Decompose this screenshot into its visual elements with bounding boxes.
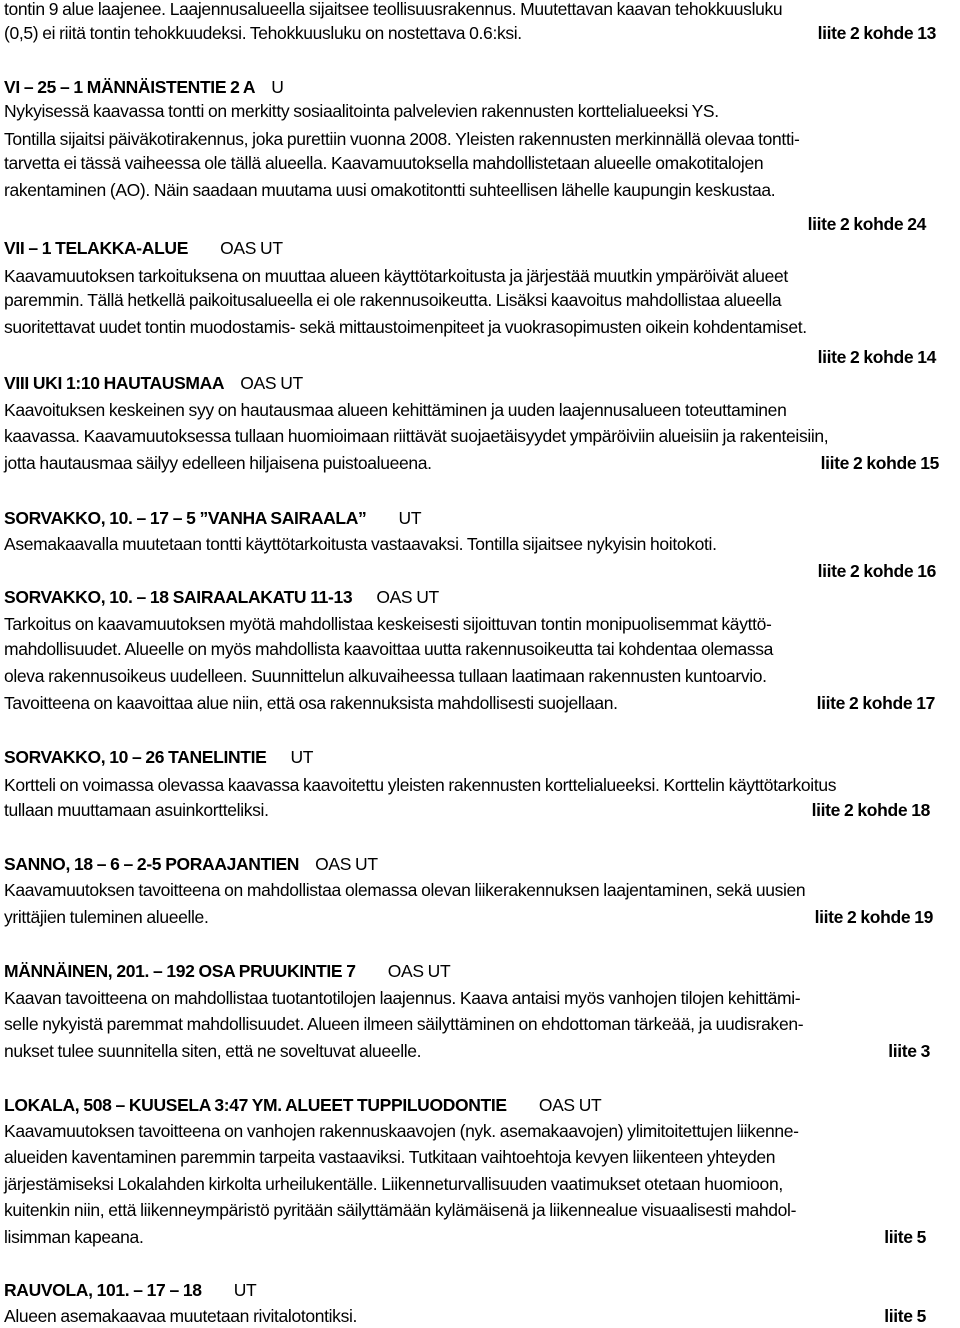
attachment-reference: liite 2 kohde 17	[816, 693, 935, 713]
paragraph-line: Kaavamuutoksen tavoitteena on mahdollistaa olemassa olevan liikerakennuksen laajentaminen, sekä uusien	[4, 880, 806, 900]
section-heading: SORVAKKO, 10. – 18 SAIRAALAKATU 11-13 OAS UT	[4, 587, 439, 607]
section-heading: SORVAKKO, 10 – 26 TANELINTIE UT	[4, 747, 314, 767]
paragraph-line: suoritettavat uudet tontin muodostamis- sekä mittaustoimenpiteet ja vuokrasopimusten oikein kohdentamiset.	[4, 317, 807, 337]
paragraph-line: rakentaminen (AO). Näin saadaan muutama uusi omakotitontti suhteellisen lähelle kaupungin keskustaa.	[4, 180, 776, 200]
paragraph-line: oleva rakennusoikeus uudelleen. Suunnittelun alkuvaiheessa tullaan laatimaan rakennusten kuntoarvio.	[4, 666, 767, 686]
paragraph-line: jotta hautausmaa säilyy edelleen hiljaisena puistoalueena.	[4, 453, 432, 473]
section-heading: LOKALA, 508 – KUUSELA 3:47 YM. ALUEET TUPPILUODONTIE OAS UT	[4, 1095, 602, 1115]
paragraph-line: kaavassa. Kaavamuutoksessa tullaan huomioimaan riittävät suojaetäisyydet ympäröiviin alueisiin ja rakenteisiin,	[4, 426, 829, 446]
paragraph-line: lisimman kapeana.	[4, 1227, 144, 1247]
paragraph-line: yrittäjien tuleminen alueelle.	[4, 907, 209, 927]
paragraph-line: Kaavamuutoksen tarkoituksena on muuttaa alueen käyttötarkoitusta ja järjestää muutkin ympäröivät alueet	[4, 266, 788, 286]
section-heading: VII – 1 TELAKKA-ALUE OAS UT	[4, 238, 283, 258]
attachment-reference: liite 5	[884, 1306, 926, 1326]
paragraph-line: Kortteli on voimassa olevassa kaavassa kaavoitettu yleisten rakennusten korttelialueeksi. Korttelin käyttötarkoitus	[4, 775, 837, 795]
attachment-reference: liite 2 kohde 24	[807, 214, 926, 234]
paragraph-line: Kaavoituksen keskeinen syy on hautausmaa alueen kehittäminen ja uuden laajennusalueen toteuttaminen	[4, 400, 787, 420]
section-heading: MÄNNÄINEN, 201. – 192 OSA PRUUKINTIE 7 OAS UT	[4, 961, 451, 981]
attachment-reference: liite 5	[884, 1227, 926, 1247]
paragraph-line: mahdollisuudet. Alueelle on myös mahdollista kaavoittaa uutta rakennusoikeutta tai kohdentaa olemassa	[4, 639, 774, 659]
attachment-reference: liite 2 kohde 18	[811, 800, 930, 820]
paragraph-line: alueiden kaventaminen paremmin tarpeita vastaaviksi. Tutkitaan vaihtoehtoja kevyen liikenteen yhteyden	[4, 1147, 776, 1167]
attachment-reference: liite 2 kohde 13	[817, 23, 936, 43]
paragraph-line: tullaan muuttamaan asuinkortteliksi.	[4, 800, 269, 820]
section-heading: RAUVOLA, 101. – 17 – 18 UT	[4, 1280, 257, 1300]
section-heading: SANNO, 18 – 6 – 2-5 PORAAJANTIEN OAS UT	[4, 854, 378, 874]
attachment-reference: liite 2 kohde 19	[814, 907, 933, 927]
paragraph-line: tontin 9 alue laajenee. Laajennusalueella sijaitsee teollisuusrakennus. Muutettavan kaavan tehokkuusluku	[4, 0, 783, 19]
paragraph-line: Tarkoitus on kaavamuutoksen myötä mahdollistaa keskeisesti sijoittuvan tontin monipuolisemmat käyttö-	[4, 614, 772, 634]
paragraph-line: (0,5) ei riitä tontin tehokkuudeksi. Tehokkuusluku on nostettava 0.6:ksi.	[4, 23, 522, 43]
attachment-reference: liite 2 kohde 14	[817, 347, 936, 367]
paragraph-line: Kaavan tavoitteena on mahdollistaa tuotantotilojen laajennus. Kaava antaisi myös vanhojen tilojen kehittämi-	[4, 988, 801, 1008]
paragraph-line: kuitenkin niin, että liikenneympäristö pyritään säilyttämään kylämäisenä ja liikennealue visuaalisesti mahdol-	[4, 1200, 797, 1220]
paragraph-line: tarvetta ei tässä vaiheessa ole tällä alueella. Kaavamuutoksella mahdollistetaan alueelle omakotitalojen	[4, 153, 764, 173]
attachment-reference: liite 2 kohde 16	[817, 561, 936, 581]
paragraph-line: Alueen asemakaavaa muutetaan rivitalotontiksi.	[4, 1306, 358, 1326]
attachment-reference: liite 3	[888, 1041, 930, 1061]
paragraph-line: Kaavamuutoksen tavoitteena on vanhojen rakennuskaavojen (nyk. asemakaavojen) ylimitoitettujen liikenne-	[4, 1121, 799, 1141]
paragraph-line: Nykyisessä kaavassa tontti on merkitty sosiaalitointa palvelevien rakennusten korttelialueeksi YS.	[4, 101, 719, 121]
section-heading: SORVAKKO, 10. – 17 – 5 ”VANHA SAIRAALA” UT	[4, 508, 422, 528]
attachment-reference: liite 2 kohde 15	[820, 453, 939, 473]
paragraph-line: paremmin. Tällä hetkellä paikoitusalueella ei ole rakennusoikeutta. Lisäksi kaavoitus mahdollistaa alueella	[4, 290, 782, 310]
paragraph-line: selle nykyistä paremmat mahdollisuudet. Alueen ilmeen säilyttäminen on ehdottoman tärkeää, ja uudisraken-	[4, 1014, 804, 1034]
paragraph-line: Asemakaavalla muutetaan tontti käyttötarkoitusta vastaavaksi. Tontilla sijaitsee nykyisin hoitokoti.	[4, 534, 717, 554]
section-heading: VI – 25 – 1 MÄNNÄISTENTIE 2 A U	[4, 77, 284, 97]
paragraph-line: Tontilla sijaitsi päiväkotirakennus, joka purettiin vuonna 2008. Yleisten rakennusten merkinnällä olevaa tontti-	[4, 129, 800, 149]
paragraph-line: Tavoitteena on kaavoittaa alue niin, että osa rakennuksista mahdollisesti suojellaan.	[4, 693, 618, 713]
paragraph-line: nukset tulee suunnitella siten, että ne soveltuvat alueelle.	[4, 1041, 422, 1061]
paragraph-line: järjestämiseksi Lokalahden kirkolta urheilukentälle. Liikenneturvallisuuden vaatimukset otetaan huomioon,	[4, 1174, 783, 1194]
section-heading: VIII UKI 1:10 HAUTAUSMAA OAS UT	[4, 373, 303, 393]
